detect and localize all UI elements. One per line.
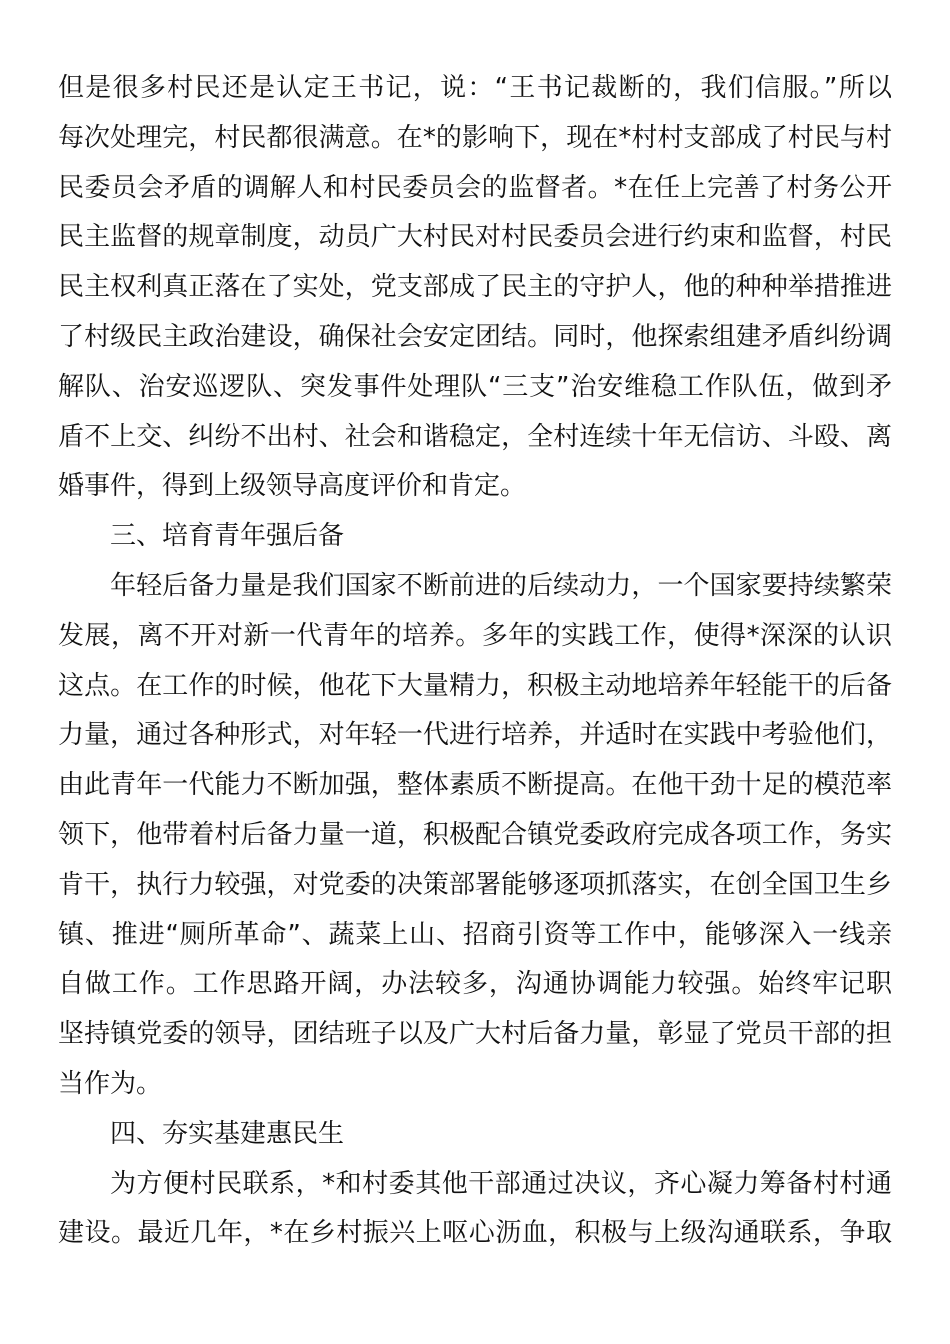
text-line: 肯干，执行力较强，对党委的决策部署能够逐项抓落实，在创全国卫生乡 — [58, 869, 892, 900]
text-line: 民主监督的规章制度，动员广大村民对村民委员会进行约束和监督，村民 — [58, 222, 892, 253]
text-line: 解队、治安巡逻队、突发事件处理队“三支”治安维稳工作队伍，做到矛 — [58, 371, 892, 402]
text-line: 当作为。 — [58, 1068, 163, 1099]
text-line: 为方便村民联系，*和村委其他干部通过决议，齐心凝力筹备村村通 — [110, 1168, 892, 1199]
document-page — [58, 64, 892, 1259]
text-line: 这点。在工作的时候，他花下大量精力，积极主动地培养年轻能干的后备 — [58, 670, 892, 701]
text-line: 每次处理完，村民都很满意。在*的影响下，现在*村村支部成了村民与村 — [58, 122, 892, 153]
text-line: 镇、推进“厕所革命”、蔬菜上山、招商引资等工作中，能够深入一线亲 — [58, 919, 892, 950]
text-line: 盾不上交、纠纷不出村、社会和谐稳定，全村连续十年无信访、斗殴、离 — [58, 421, 892, 452]
text-line: 年轻后备力量是我们国家不断前进的后续动力，一个国家要持续繁荣 — [110, 570, 892, 601]
text-line: 民委员会矛盾的调解人和村民委员会的监督者。*在任上完善了村务公开 — [58, 172, 892, 203]
text-line: 发展，离不开对新一代青年的培养。多年的实践工作，使得*深深的认识 — [58, 620, 892, 651]
text-line: 建设。最近几年，*在乡村振兴上呕心沥血，积极与上级沟通联系，争取 — [58, 1218, 892, 1249]
text-line: 坚持镇党委的领导，团结班子以及广大村后备力量，彰显了党员干部的担 — [58, 1019, 892, 1050]
section-heading: 三、培育青年强后备 — [110, 521, 345, 552]
text-line: 由此青年一代能力不断加强，整体素质不断提高。在他干劲十足的模范率 — [58, 770, 892, 801]
text-line: 了村级民主政治建设，确保社会安定团结。同时，他探索组建矛盾纠纷调 — [58, 321, 892, 352]
text-line: 但是很多村民还是认定王书记，说：“王书记裁断的，我们信服。”所以 — [58, 73, 892, 103]
section-heading: 四、夯实基建惠民生 — [110, 1118, 345, 1149]
text-line: 力量，通过各种形式，对年轻一代进行培养，并适时在实践中考验他们， — [58, 720, 892, 751]
text-line: 婚事件，得到上级领导高度评价和肯定。 — [58, 471, 527, 502]
text-line: 自做工作。工作思路开阔，办法较多，沟通协调能力较强。始终牢记职 — [58, 969, 892, 1000]
text-line: 民主权利真正落在了实处，党支部成了民主的守护人，他的种种举措推进 — [58, 272, 892, 303]
text-line: 领下，他带着村后备力量一道，积极配合镇党委政府完成各项工作，务实 — [58, 819, 892, 850]
